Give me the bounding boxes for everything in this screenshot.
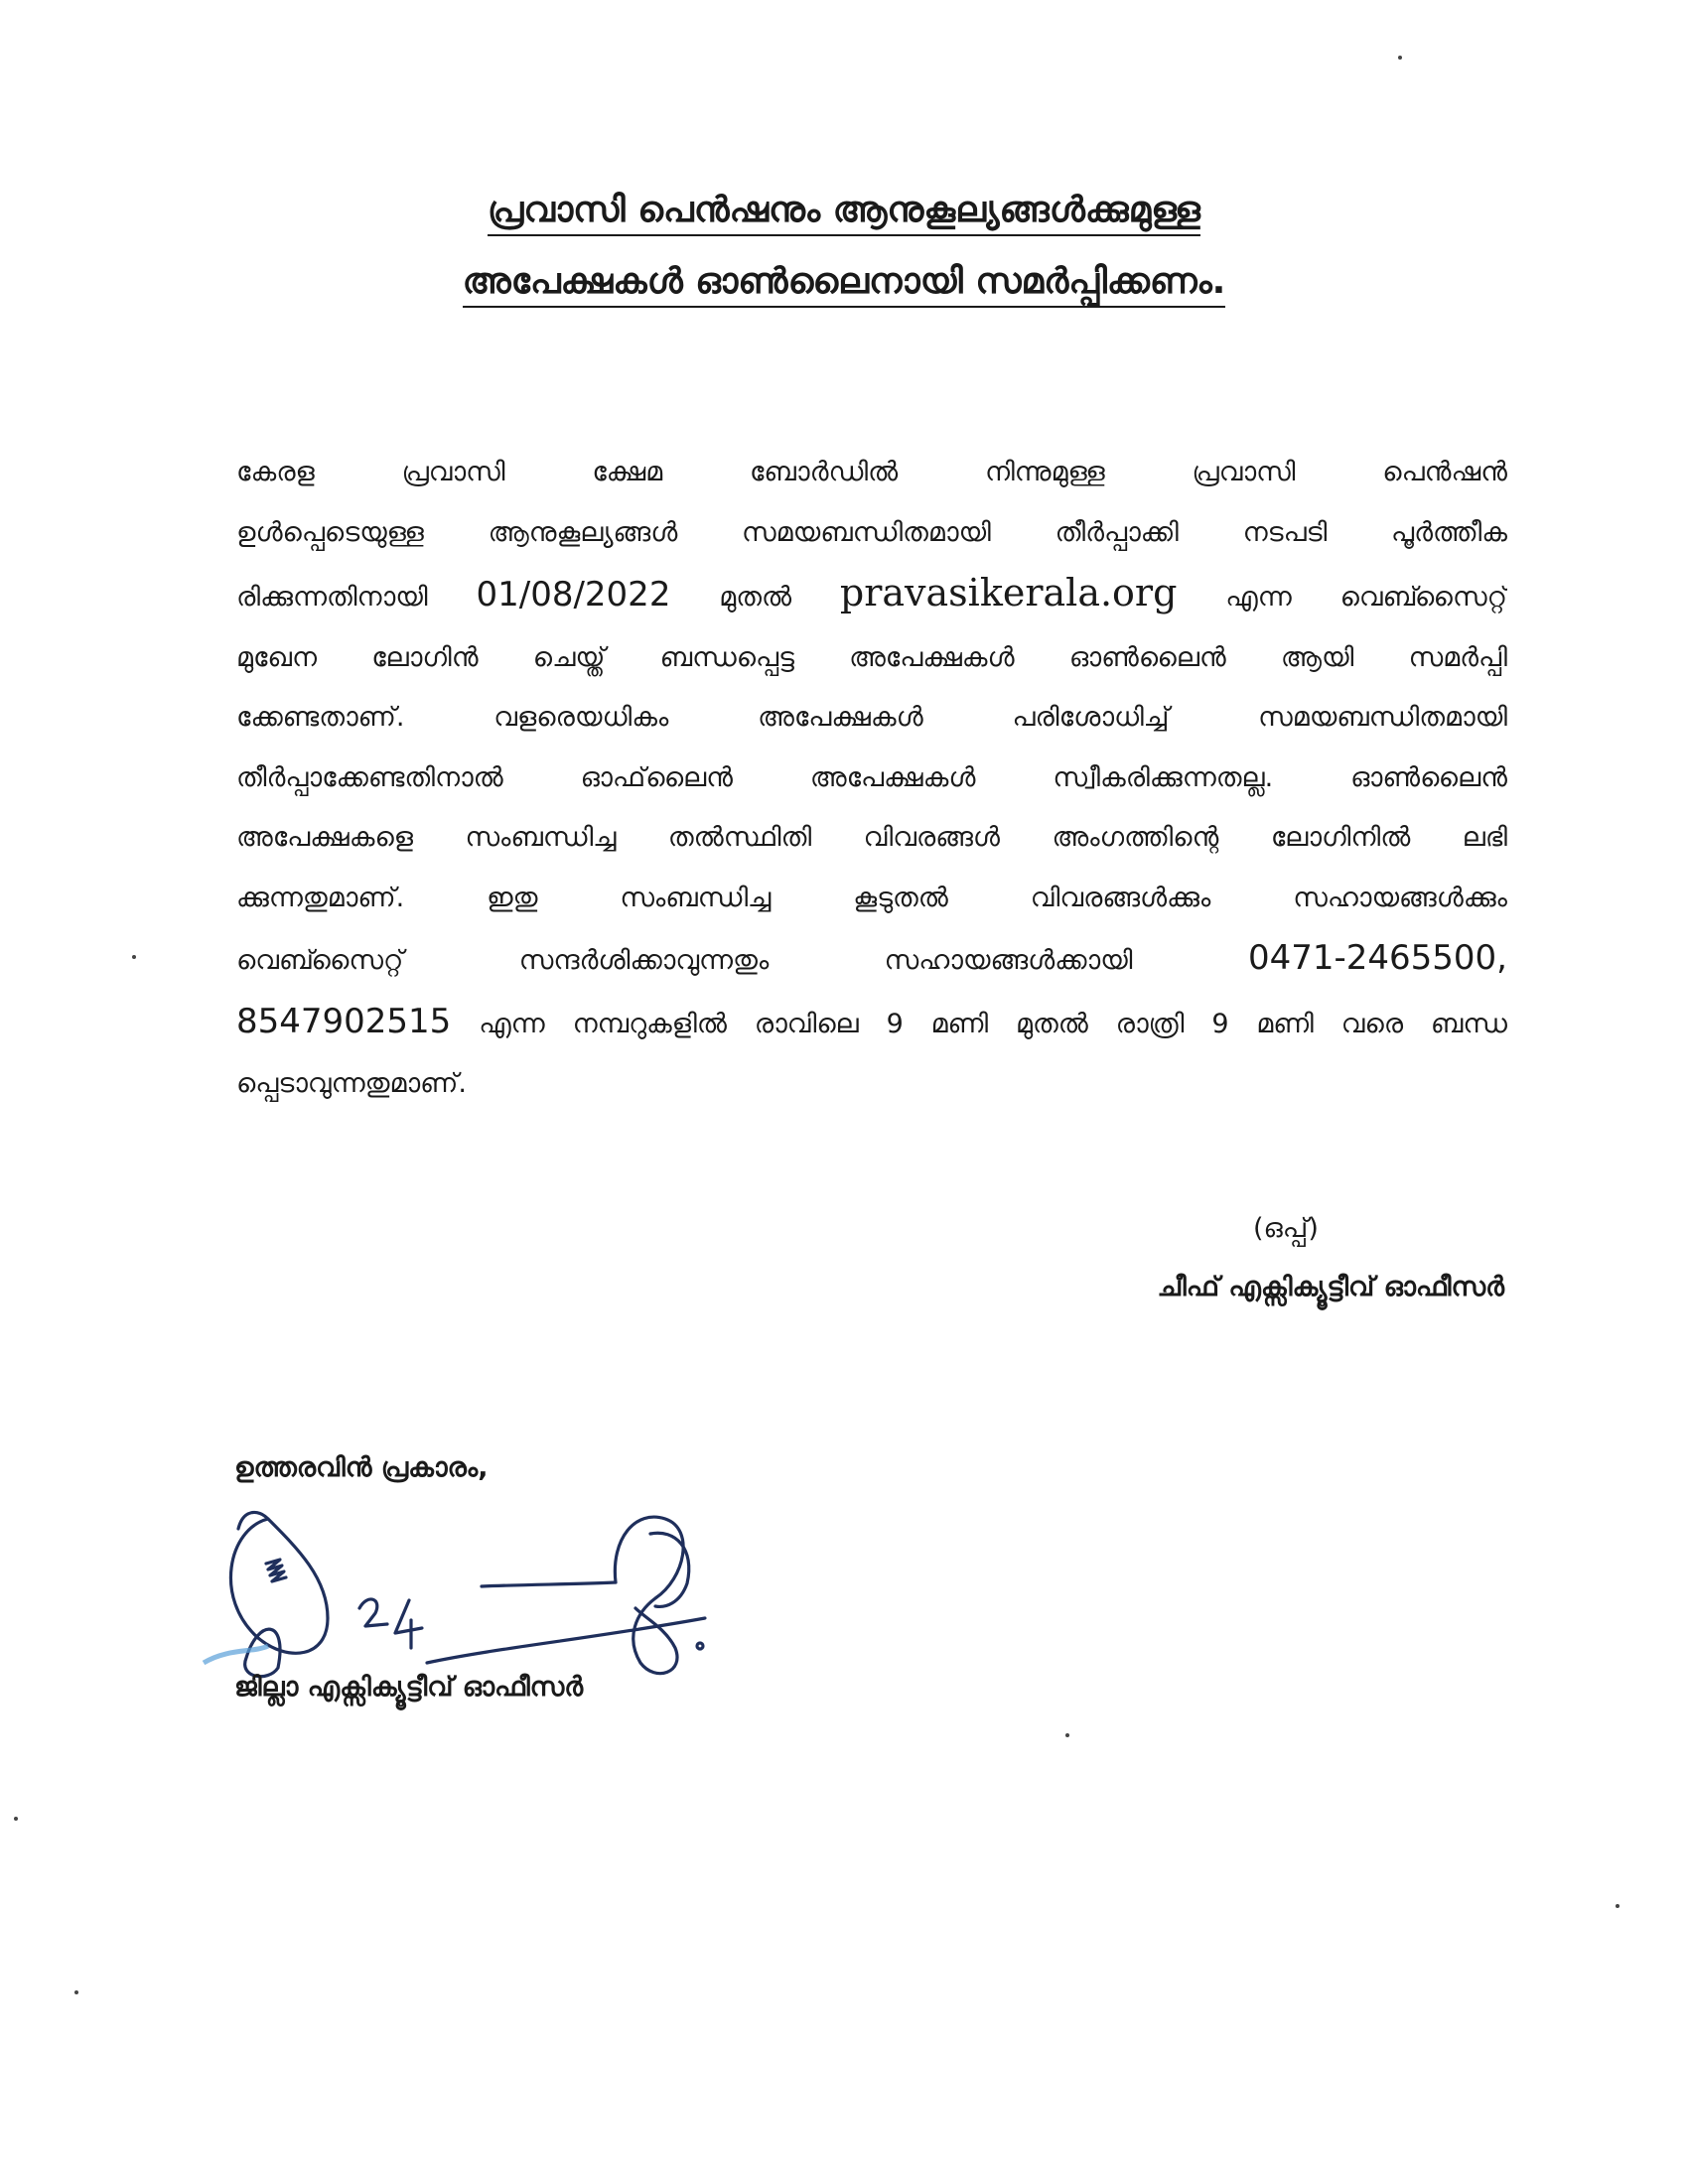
body-line-1: കേരള പ്രവാസി ക്ഷേമ ബോർഡിൽ നിന്നുമുള്ള പ്രവാസി പെൻഷൻ (236, 457, 1507, 487)
document-title-line-2 (0, 260, 1688, 304)
body-line-4: മുഖേന ലോഗിൻ ചെയ്ത് ബന്ധപ്പെട്ട അപേക്ഷകൾ ഓൺലൈൻ ആയി സമർപ്പി (236, 641, 1507, 673)
body-line-5: ക്കേണ്ടതാണ്. വളരെയധികം അപേക്ഷകൾ പരിശോധിച്ച് സമയബന്ധിതമായി (236, 702, 1507, 733)
body-line-3-text-b: മുതൽ (719, 582, 792, 613)
signed-mark: (ഒപ്പ്) (1253, 1213, 1319, 1244)
body-line-8: ക്കുന്നതുമാണ്. ഇതു സംബന്ധിച്ച കൂടുതൽ വിവരങ്ങൾക്കും സഹായങ്ങൾക്കും (236, 882, 1507, 913)
body-line-2: ഉൾപ്പെടെയുള്ള ആനുകൂല്യങ്ങൾ സമയബന്ധിതമായി തീർപ്പാക്കി നടപടി പൂർത്തീക (236, 516, 1507, 548)
website-url: pravasikerala.org (839, 571, 1178, 614)
scan-speck (1398, 56, 1402, 60)
body-line-10-text: എന്ന നമ്പറുകളിൽ രാവിലെ 9 മണി മുതൽ രാത്രി 9 മണി വരെ ബന്ധ (479, 1008, 1507, 1039)
body-line-9 (236, 928, 1507, 992)
by-order-label: ഉത്തരവിൻ പ്രകാരം, (234, 1452, 489, 1483)
body-line-11: പ്പെടാവുന്നതുമാണ്. (236, 1068, 467, 1099)
scan-speck (14, 1817, 18, 1821)
scan-speck (1616, 1904, 1619, 1908)
body-line-3-text-a: രിക്കുന്നതിനായി (236, 582, 428, 613)
title-text-1: പ്രവാസി പെൻഷനും ആനുകൂല്യങ്ങൾക്കുമുള്ള (488, 190, 1200, 236)
phone-number-1: 0471-2465500, (1247, 938, 1507, 978)
scan-speck (74, 1990, 78, 1994)
body-paragraph (236, 443, 1507, 1115)
body-line-6: തീർപ്പാക്കേണ്ടതിനാൽ ഓഫ്‌ലൈൻ അപേക്ഷകൾ സ്വീകരിക്കുന്നതല്ല. ഓൺലൈൻ (236, 761, 1507, 793)
scan-speck (1065, 1733, 1069, 1737)
body-line-3-text-c: എന്ന വെബ്സൈറ്റ് (1225, 582, 1507, 613)
scan-speck (132, 955, 136, 959)
handwritten-signature (199, 1489, 735, 1688)
body-line-9-text: വെബ്സൈറ്റ് സന്ദർശിക്കാവുന്നതും സഹായങ്ങൾക്കായി (236, 945, 1133, 976)
phone-number-2: 8547902515 (236, 1001, 452, 1041)
body-line-3 (236, 563, 1507, 628)
body-line-7: അപേക്ഷകളെ സംബന്ധിച്ച തൽസ്ഥിതി വിവരങ്ങൾ അംഗത്തിന്റെ ലോഗിനിൽ ലഭി (236, 822, 1507, 853)
district-executive-designation: ജില്ലാ എക്സിക്യൂട്ടീവ് ഓഫീസർ (234, 1672, 584, 1703)
body-line-10 (236, 992, 1507, 1055)
chief-executive-designation: ചീഫ് എക്സിക്യൂട്ടീവ് ഓഫീസർ (1157, 1272, 1504, 1302)
title-text-2: അപേക്ഷകൾ ഓൺലൈനായി സമർപ്പിക്കണം. (463, 261, 1226, 308)
document-title-line-1 (0, 189, 1688, 232)
start-date: 01/08/2022 (476, 575, 671, 614)
